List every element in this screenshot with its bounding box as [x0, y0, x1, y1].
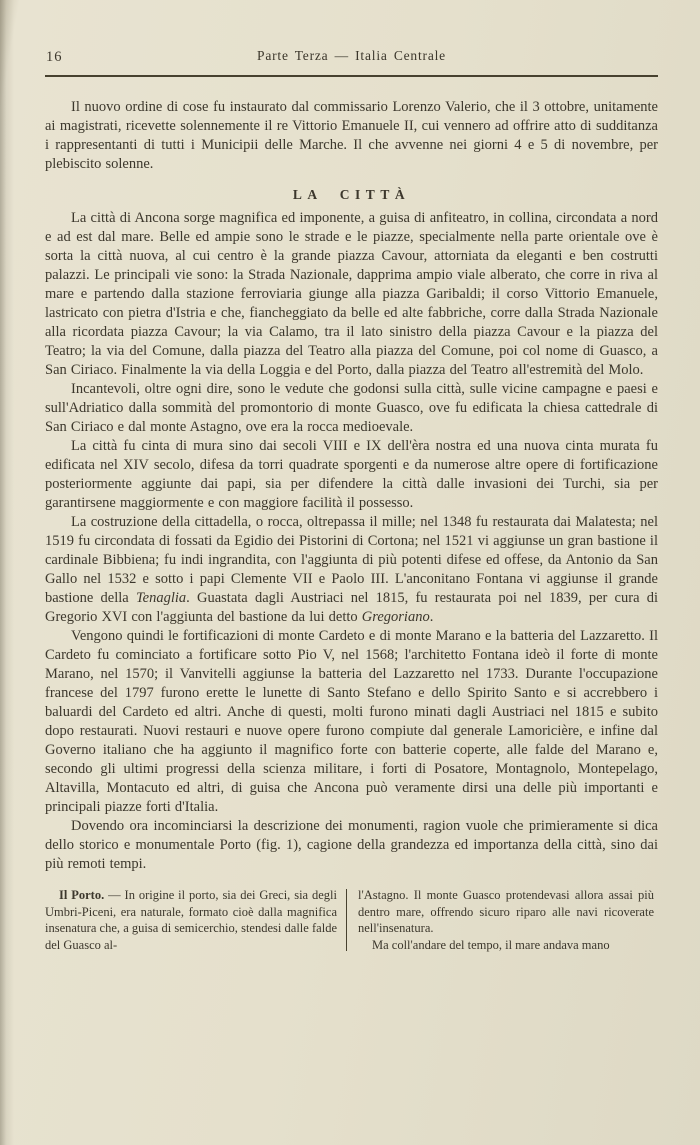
intro-paragraph [45, 98, 658, 174]
text-segment: l'Astagno. Il monte Guasco protendevasi allora assai più dentro mare, offrendo sicuro riparo alle navi ricoverate nell'insenatura. [358, 888, 654, 935]
body-paragraph-cittadella [45, 513, 658, 627]
column-divider-rule [346, 889, 347, 951]
page-edge-shadow [0, 0, 14, 1145]
page-header [45, 48, 658, 68]
header-rule [45, 75, 658, 77]
body-paragraph-mura [45, 437, 658, 513]
text-segment: Gregoriano [361, 609, 430, 625]
page-number: 16 [46, 49, 63, 65]
text-segment: . [429, 609, 434, 625]
text-segment: Il Porto. [59, 888, 105, 902]
body-paragraph-fortificazioni [45, 627, 658, 817]
footnote-paragraph-astagno [358, 887, 654, 937]
body-paragraph-vedute [45, 380, 658, 437]
text-segment: Ma coll'andare del tempo, il mare andava mano [372, 937, 610, 952]
page-content [45, 48, 658, 953]
text-segment: . Guastata dagli Austriaci nel 1815, fu restaurata poi nel 1839, per cura di Gregorio XVI con l'aggiunta del bastione da lui detto [45, 590, 658, 625]
footnote-left-column [45, 887, 337, 953]
text-segment: Vengono quindi le fortificazioni di monte Cardeto e di monte Marano e la batteria del Lazzaretto. Il Cardeto fu cominciato a fortificare sotto Pio V, nel 1568; l'architetto Fontana ideò il forte di monte Marano, nel 1570; il Vanvitelli aggiunse la batteria del Lazzaretto nel 1733. Durante l'occupazione francese del 1797 furono erette le lunette di Santo Stefano e dello Spirito Santo e si accrebbero i baluardi del Cardeto ed altri. Anche di questi, molti furono minati dagli Austriaci nel 1815 e subito dopo restaurati. Nuovi restauri e nuove opere furono compiute dal generale Lamoricière, e infine dal Governo italiano che ha aggiunto il magnifico forte con batterie coperte, alle falde del Marano e, secondo gli ultimi progressi della scienza militare, i forti di Posatore, Montagnolo, Montepelago, Altavilla, Montacuto ed altri, di guisa che Ancona può veramente dirsi una delle più importanti e principali piazze forti d'Italia. [45, 628, 658, 815]
body-paragraph-monumenti [45, 817, 658, 874]
running-title: Parte Terza — Italia Centrale [257, 48, 446, 63]
body-paragraph-la-citta [45, 209, 658, 380]
footnote-right-column [358, 887, 654, 953]
text-segment: Il nuovo ordine di cose fu instaurato dal commissario Lorenzo Valerio, che il 3 ottobre, unitamente ai magistrati, ricevette solennemente il re Vittorio Emanuele II, cui vennero ad offrire atto di sudditanza i rappresentanti di tutti i Municipii delle Marche. Il che avvenne nei giorni 4 e 5 di novembre, per plebiscito solenne. [45, 99, 658, 172]
text-segment: Tenaglia [135, 590, 187, 606]
footnote-paragraph-mare [358, 937, 654, 954]
text-segment: La città fu cinta di mura sino dai secoli VIII e IX dell'èra nostra ed una nuova cinta murata fu edificata nel XIV secolo, difesa da torri quadrate sporgenti e da numerose altre opere di fortificazione posteriormente aggiunte dai papi, sia per difendere la città dalle invasioni dei Turchi, sia per garantirsene maggiormente e con maggiore facilità il possesso. [45, 438, 658, 511]
section-heading: LA CITTÀ [292, 187, 411, 202]
text-segment: Dovendo ora incominciarsi la descrizione dei monumenti, ragion vuole che primieramente si dica dello storico e monumentale Porto (fig. 1), cagione della grandezza ed importanza della città, sino dai più remoti tempi. [45, 818, 658, 872]
text-segment: — In origine il porto, sia dei Greci, sia degli Umbri-Piceni, era naturale, formato cioè dalla magnifica insenatura che, a guisa di semicerchio, stendesi dalle falde del Guasco al- [45, 888, 337, 952]
footnote-columns [45, 887, 658, 953]
footnote-paragraph-porto [45, 887, 337, 953]
text-segment: La città di Ancona sorge magnifica ed imponente, a guisa di anfiteatro, in collina, circondata a nord e ad est dal mare. Belle ed ampie sono le strade e le piazze, specialmente nella parte orientale ove è sorta la città nuova, al cui centro è la grande piazza Cavour, attorniata da eleganti e ben costrutti palazzi. Le principali vie sono: la Strada Nazionale, dapprima ampio viale alberato, che corre in riva al mare e partendo dalla stazione ferroviaria giunge alla piazza Garibaldi; il corso Vittorio Emanuele, lastricato con pietra d'Istria e che, fiancheggiato da belle ed alte fabbriche, corre dalla Strada Nazionale alla ricordata piazza Cavour; la via Calamo, tra il lato sinistro della piazza Cavour e la piazza del Teatro; la via del Comune, dalla piazza del Teatro alla piazza del Comune, poi col nome di Guasco, a San Ciriaco. Finalmente la via della Loggia e del Porto, dalla piazza del Teatro all'estremità del Molo. [45, 210, 658, 378]
text-segment: Incantevoli, oltre ogni dire, sono le vedute che godonsi sulla città, sulle vicine campagne e paesi e sull'Adriatico dalla sommità del promontorio di monte Guasco, ove fu edificata la chiesa cattedrale di San Ciriaco e dal monte Astagno, ove era la rocca medioevale. [45, 381, 658, 435]
text-segment: La costruzione della cittadella, o rocca, oltrepassa il mille; nel 1348 fu restaurata dai Malatesta; nel 1519 fu circondata di fossati da Egidio dei Pistorini di Cortona; nel 1521 vi aggiunse un gran bastione il cardinale Bibbiena; fu indi ingrandita, con l'aggiunta di più potenti difese ed offese, da Antonio da San Gallo nel 1532 e sotto i papi Clemente VII e Paolo III. L'anconitano Fontana vi aggiunse il grande bastione della [45, 514, 658, 606]
